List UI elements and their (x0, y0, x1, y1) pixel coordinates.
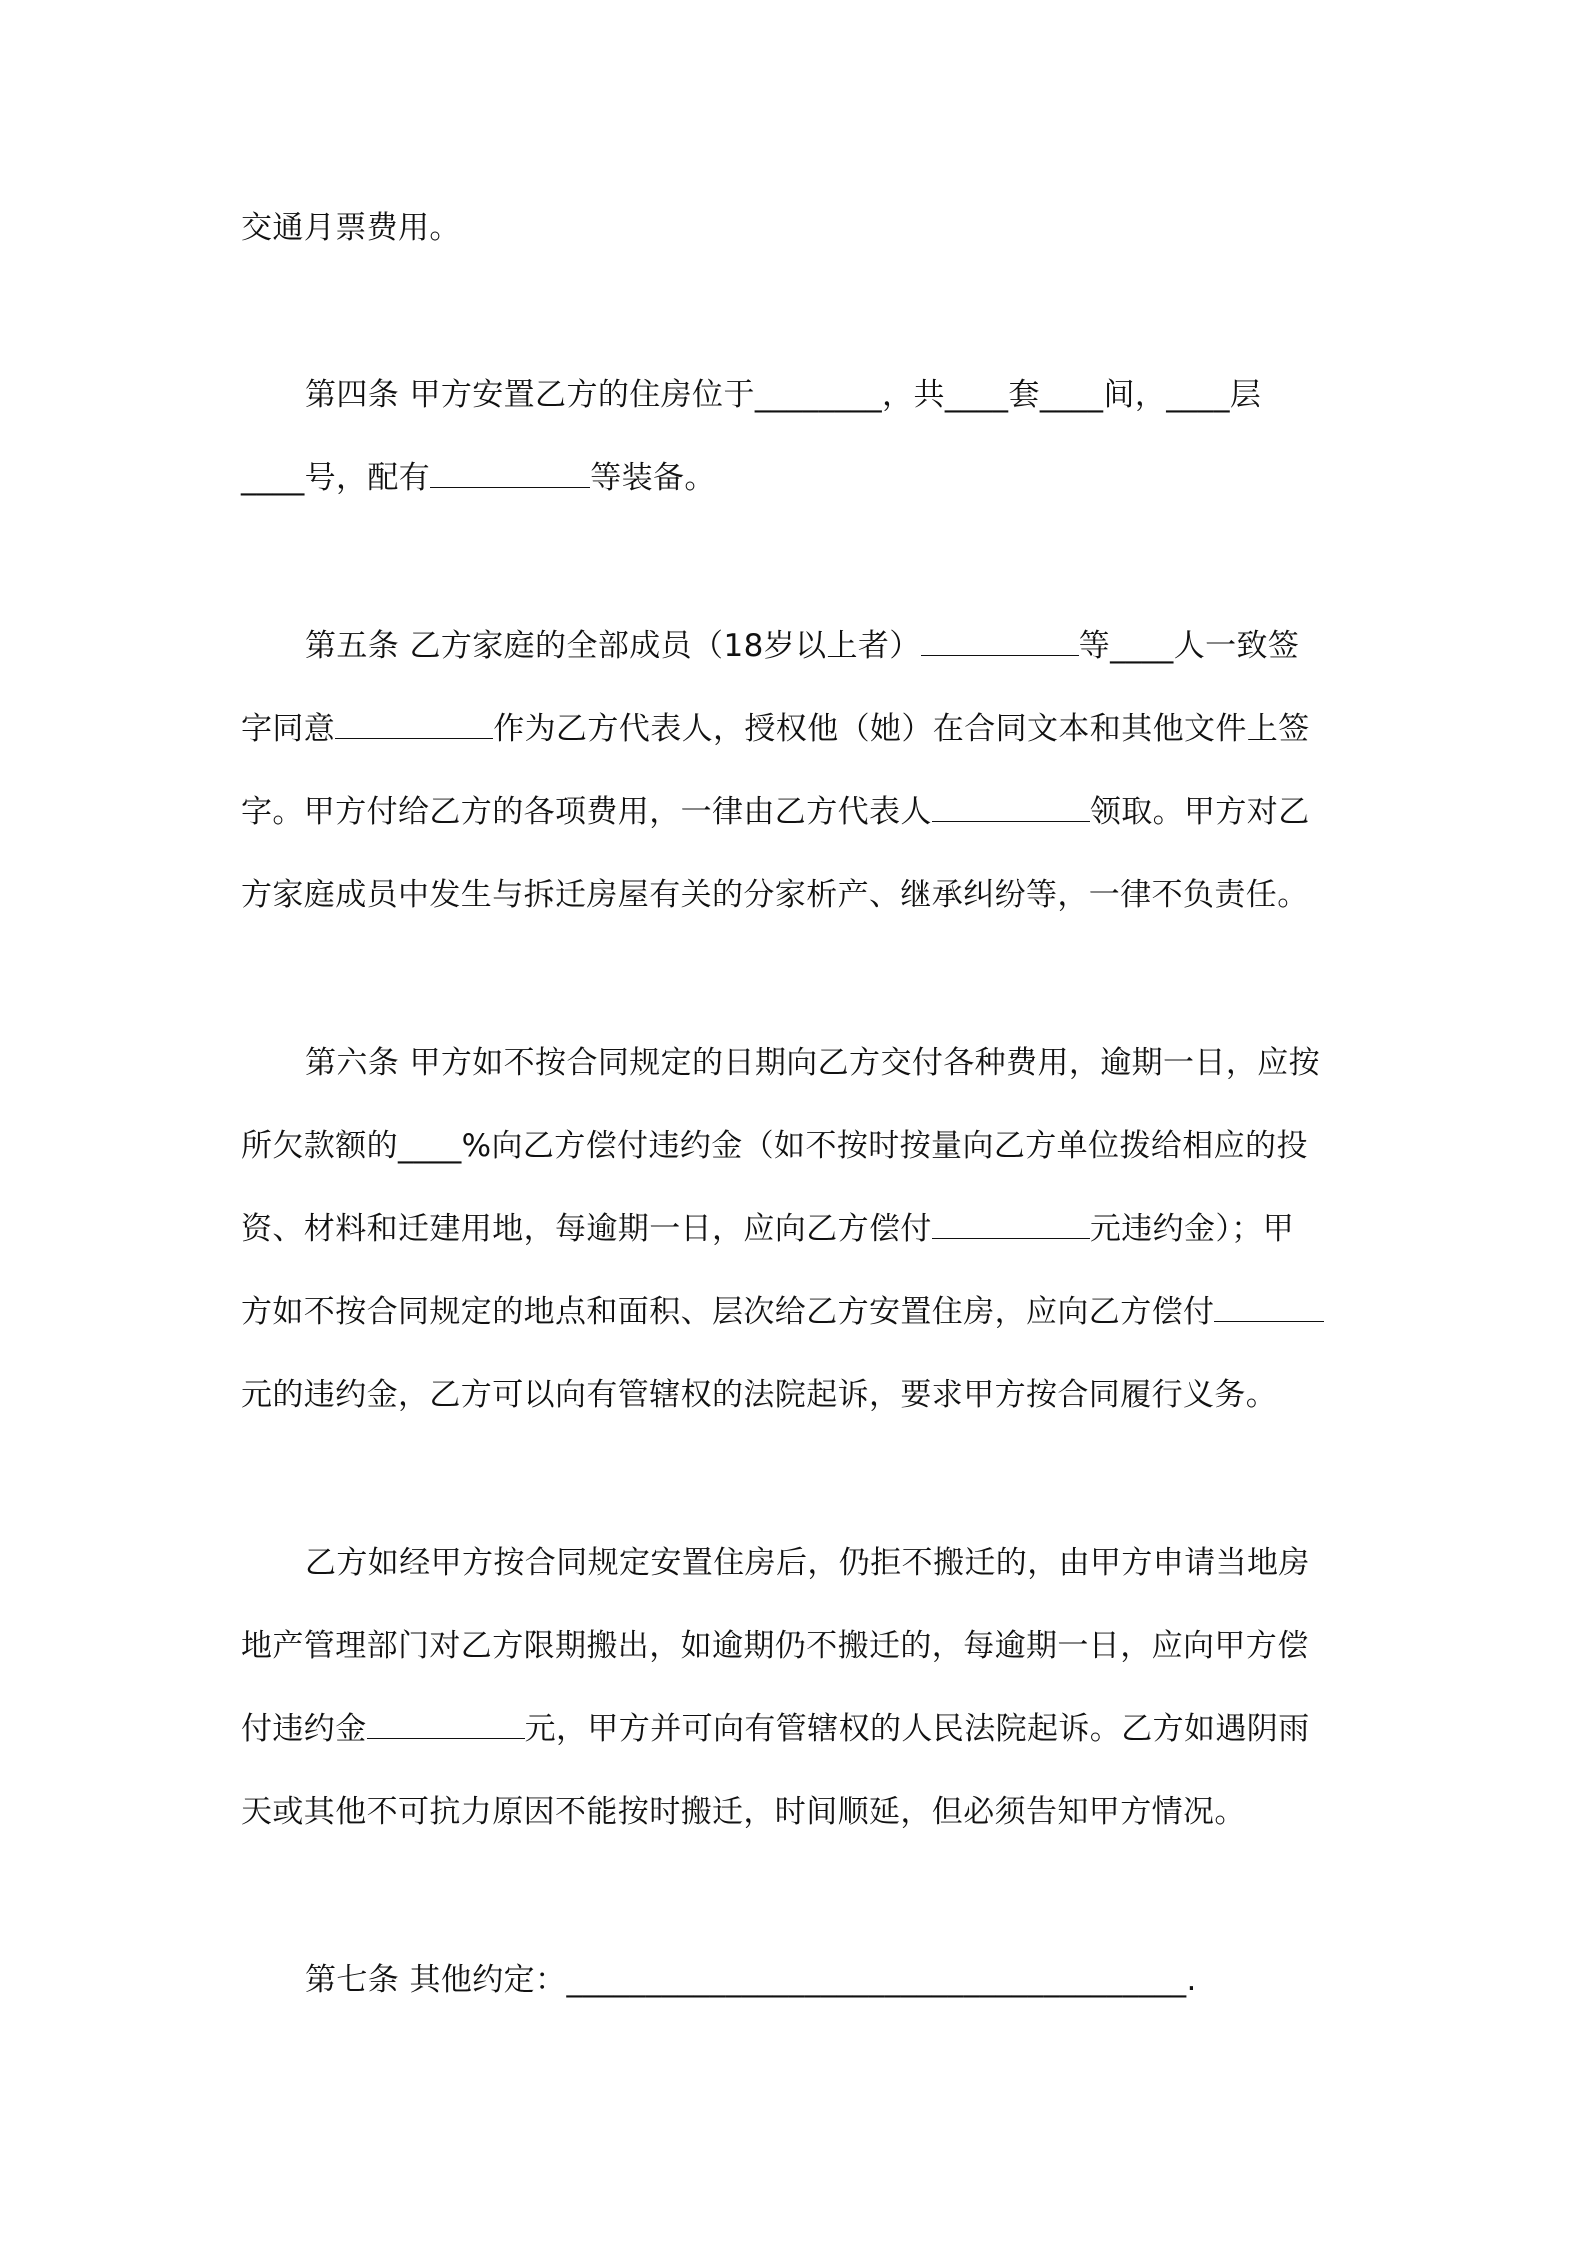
housing-penalty-blank (1214, 1293, 1324, 1322)
article7-line1: 第七条 其他约定：_______________________________________. (305, 1962, 1197, 1998)
paragraph-b-line3 (241, 1709, 1310, 1749)
article5-line2 (241, 709, 1310, 749)
daily-penalty-blank (932, 1210, 1090, 1239)
article6-line3 (241, 1209, 1294, 1249)
penalty-amount-blank (367, 1710, 525, 1739)
article6-line3-start: 资、材料和迁建用地，每逾期一日，应向乙方偿付 (241, 1211, 932, 1247)
article5-line1-start: 第五条 乙方家庭的全部成员（18岁以上者） (305, 628, 921, 664)
paragraph-b-line3-start: 付违约金 (241, 1711, 367, 1747)
article6-line1: 第六条 甲方如不按合同规定的日期向乙方交付各种费用，逾期一日，应按 (305, 1045, 1321, 1081)
article5-line1 (305, 626, 1299, 666)
recipient-blank (932, 793, 1090, 822)
article5-line3-start: 字。甲方付给乙方的各项费用，一律由乙方代表人 (241, 794, 932, 830)
paragraph-b-line3-end: 元，甲方并可向有管辖权的人民法院起诉。乙方如遇阴雨 (524, 1711, 1310, 1747)
article4-line2-start: ____号，配有 (241, 460, 431, 496)
paragraph-b-line4: 天或其他不可抗力原因不能按时搬迁，时间顺延，但必须告知甲方情况。 (241, 1794, 1246, 1830)
article4-line1: 第四条 甲方安置乙方的住房位于________，共____套____间，____层 (305, 377, 1262, 413)
article6-line3-end: 元违约金）；甲 (1089, 1211, 1295, 1247)
carryover-line: 交通月票费用。 (241, 210, 461, 246)
article4-line2 (241, 458, 716, 498)
members-blank (921, 627, 1079, 656)
article5-line4: 方家庭成员中发生与拆迁房屋有关的分家析产、继承纠纷等，一律不负责任。 (241, 877, 1309, 913)
paragraph-b-line1: 乙方如经甲方按合同规定安置住房后，仍拒不搬迁的，由甲方申请当地房 (305, 1545, 1310, 1581)
article6-line4 (241, 1292, 1324, 1332)
representative-blank (335, 710, 493, 739)
article5-line3-end: 领取。甲方对乙 (1089, 794, 1310, 830)
article5-line3 (241, 792, 1310, 832)
article5-line2-end: 作为乙方代表人，授权他（她）在合同文本和其他文件上签 (493, 711, 1310, 747)
article6-line5: 元的违约金，乙方可以向有管辖权的法院起诉，要求甲方按合同履行义务。 (241, 1377, 1278, 1413)
article5-line1-end: 等____人一致签 (1078, 628, 1300, 664)
article5-line2-start: 字同意 (241, 711, 336, 747)
equipment-blank (430, 459, 590, 488)
article6-line2: 所欠款额的____%向乙方偿付违约金（如不按时按量向乙方单位拨给相应的投 (241, 1128, 1308, 1164)
article4-line2-end: 等装备。 (590, 460, 716, 496)
paragraph-b-line2: 地产管理部门对乙方限期搬出，如逾期仍不搬迁的，每逾期一日，应向甲方偿 (241, 1628, 1309, 1664)
article6-line4-text: 方如不按合同规定的地点和面积、层次给乙方安置住房，应向乙方偿付 (241, 1294, 1215, 1330)
